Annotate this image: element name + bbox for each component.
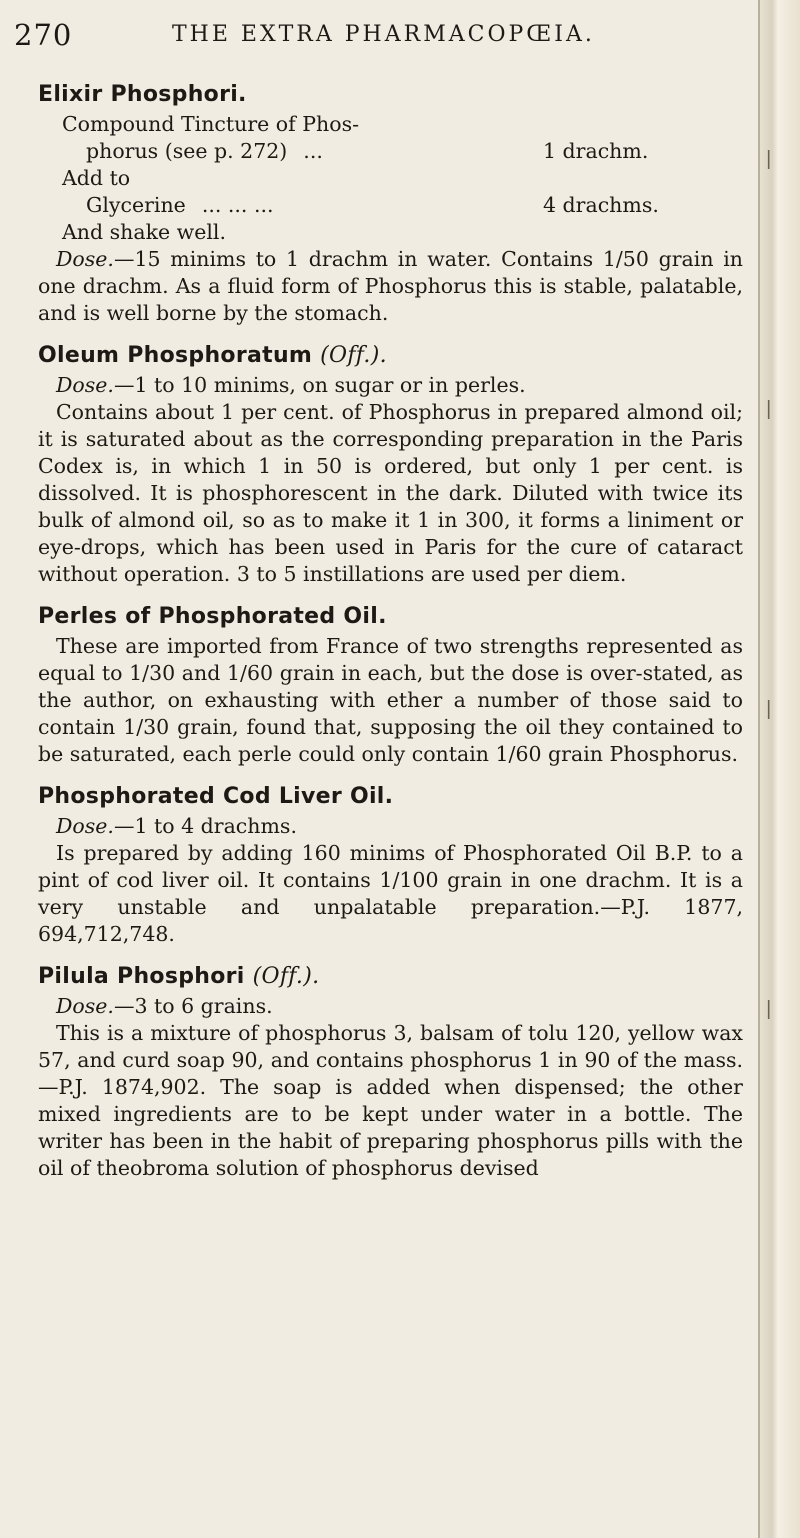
entry-oleum-phosphoratum — [38, 343, 743, 588]
entry-pilula-phosphori — [38, 964, 743, 1182]
official-tag: (Off.). — [320, 343, 387, 368]
edge-mark: ▏ — [768, 1000, 781, 1019]
body-paragraph: This is a mixture of phosphorus 3, balsam of tolu 120, yellow wax 57, and curd soap 90, and contains phosphorus 1 in 90 of the mass.—P.J. 1874,902. The soap is added when dispensed; the other mixed ingredients are to be kept under water in a bottle. The writer has been in the habit of preparing phosphorus pills with the oil of theobroma solution of phosphorus devised — [38, 1021, 743, 1180]
dose-text: —1 to 10 minims, on sugar or in perles. — [113, 373, 526, 397]
recipe-ingredient: And shake well. — [62, 220, 226, 244]
entry-title: Perles of Phosphorated Oil. — [38, 604, 387, 629]
body-paragraph: Is prepared by adding 160 minims of Phosphorated Oil B.P. to a pint of cod liver oil. It contains 1/100 grain in one drachm. It is a very unstable and unpalatable preparation.—P.J. 1877, 694,712,748. — [38, 841, 743, 946]
dose-text: —3 to 6 grains. — [113, 994, 273, 1018]
dose-paragraph — [38, 246, 743, 327]
recipe-line — [38, 138, 743, 165]
entry-title-text: Oleum Phosphoratum — [38, 343, 313, 368]
recipe-line — [38, 192, 743, 219]
recipe-line — [38, 219, 743, 246]
recipe-ingredient: Compound Tincture of Phos- — [62, 112, 360, 136]
dose-label: Dose. — [56, 247, 114, 271]
entry-title — [38, 343, 743, 368]
running-head: THE EXTRA PHARMACOPŒIA. — [172, 22, 595, 47]
entry-perles-phosphorated-oil — [38, 604, 743, 768]
dose-paragraph — [38, 813, 743, 840]
recipe-dots: ... ... ... — [201, 193, 274, 217]
recipe-quantity: 4 drachms. — [543, 193, 659, 217]
dose-label: Dose. — [56, 814, 114, 838]
edge-mark: ▏ — [768, 700, 781, 719]
page-header — [14, 18, 759, 62]
entry-phosphorated-cod-liver-oil — [38, 784, 743, 948]
edge-mark: ▏ — [768, 150, 781, 169]
body-paragraph: These are imported from France of two strengths represented as equal to 1/30 and 1/60 grain in each, but the dose is over-stated, as the author, on exhausting with ether a number of those said to contain 1/30 grain, found that, supposing the oil they contained to be saturated, each perle could only contain 1/60 grain Phosphorus. — [38, 634, 743, 766]
official-tag: (Off.). — [252, 964, 320, 989]
recipe-quantity: 1 drachm. — [543, 139, 649, 163]
entry-title: Phosphorated Cod Liver Oil. — [38, 784, 394, 809]
dose-text: —1 to 4 drachms. — [113, 814, 297, 838]
dose-paragraph — [38, 372, 743, 399]
edge-mark: ▏ — [768, 400, 781, 419]
recipe-ingredient: Glycerine — [86, 193, 186, 217]
page-number: 270 — [14, 18, 73, 52]
recipe-ingredient: phorus (see p. 272) — [86, 139, 288, 163]
entry-title-text: Pilula Phosphori — [38, 964, 245, 989]
book-page — [14, 0, 759, 1538]
dose-paragraph — [38, 993, 743, 1020]
entry-title: Elixir Phosphori. — [38, 82, 247, 107]
adjacent-page-edge — [758, 0, 800, 1538]
entry-elixir-phosphori — [38, 82, 743, 327]
recipe-ingredient: Add to — [62, 166, 131, 190]
recipe-dots: ... — [303, 139, 323, 163]
page-body — [38, 82, 743, 1198]
dose-label: Dose. — [56, 994, 114, 1018]
recipe-line — [38, 165, 743, 192]
body-paragraph: Contains about 1 per cent. of Phosphorus in prepared almond oil; it is saturated about as the corresponding preparation in the Paris Codex is, in which 1 in 50 is ordered, but only 1 per cent. is dissolved. It is phosphorescent in the dark. Diluted with twice its bulk of almond oil, so as to make it 1 in 300, it forms a liniment or eye-drops, which has been used in Paris for the cure of cataract without operation. 3 to 5 instillations are used per diem. — [38, 400, 743, 586]
dose-label: Dose. — [56, 373, 114, 397]
dose-text: —15 minims to 1 drachm in water. Contains 1/50 grain in one drachm. As a fluid form of Phosphorus this is stable, palatable, and is well borne by the stomach. — [38, 247, 743, 325]
recipe-line — [38, 111, 743, 138]
entry-title — [38, 964, 743, 989]
